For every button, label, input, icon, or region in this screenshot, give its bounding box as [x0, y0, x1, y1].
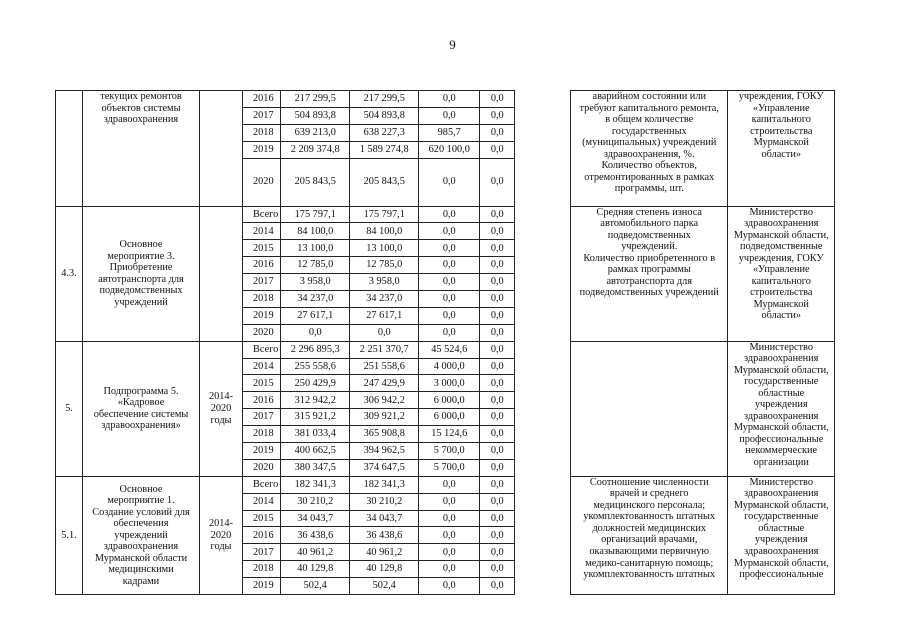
federal-budget-cell: 5 700,0: [419, 443, 480, 460]
total-amount-cell: 34 043,7: [281, 510, 350, 527]
empty-cell: [515, 274, 571, 291]
year-cell: 2018: [243, 561, 281, 578]
empty-cell: [515, 493, 571, 510]
item-name: Основное мероприятие 1. Создание условий для обеспечения учреждений здравоохранения Мурманской области медицинскими кадрами: [83, 476, 200, 594]
federal-budget-cell: 0,0: [419, 510, 480, 527]
empty-cell: [515, 578, 571, 595]
total-amount-cell: 175 797,1: [281, 206, 350, 223]
total-amount-cell: 27 617,1: [281, 307, 350, 324]
item-name: Основное мероприятие 3. Приобретение автотранспорта для подведомственных учреждений: [83, 206, 200, 341]
year-cell: 2017: [243, 107, 281, 124]
empty-cell: [515, 443, 571, 460]
year-cell: 2015: [243, 240, 281, 257]
year-cell: 2016: [243, 527, 281, 544]
year-cell: 2014: [243, 358, 281, 375]
total-amount-cell: 40 961,2: [281, 544, 350, 561]
year-cell: 2016: [243, 392, 281, 409]
empty-cell: [515, 307, 571, 324]
other-sources-cell: 0,0: [480, 341, 515, 358]
federal-budget-cell: 6 000,0: [419, 392, 480, 409]
year-cell: 2018: [243, 426, 281, 443]
regional-budget-cell: 251 558,6: [350, 358, 419, 375]
year-cell: 2015: [243, 510, 281, 527]
federal-budget-cell: 0,0: [419, 493, 480, 510]
federal-budget-cell: 6 000,0: [419, 409, 480, 426]
total-amount-cell: 502,4: [281, 578, 350, 595]
other-sources-cell: 0,0: [480, 409, 515, 426]
total-amount-cell: 205 843,5: [281, 158, 350, 206]
other-sources-cell: 0,0: [480, 493, 515, 510]
year-cell: 2018: [243, 124, 281, 141]
item-period: [200, 206, 243, 341]
total-amount-cell: 255 558,6: [281, 358, 350, 375]
year-cell: 2014: [243, 493, 281, 510]
indicator-text: аварийном состоянии или требуют капитального ремонта, в общем количестве государственных (муниципальных) учреждений здравоохранения, %. Количество объектов, отремонтированных в рамках программы, шт.: [571, 91, 728, 207]
federal-budget-cell: 0,0: [419, 223, 480, 240]
other-sources-cell: 0,0: [480, 527, 515, 544]
total-amount-cell: 36 438,6: [281, 527, 350, 544]
regional-budget-cell: 30 210,2: [350, 493, 419, 510]
empty-cell: [515, 223, 571, 240]
empty-cell: [515, 291, 571, 308]
year-cell: Всего: [243, 206, 281, 223]
empty-cell: [515, 124, 571, 141]
item-number: 4.3.: [56, 206, 83, 341]
year-cell: 2017: [243, 409, 281, 426]
other-sources-cell: 0,0: [480, 459, 515, 476]
regional-budget-cell: 638 227,3: [350, 124, 419, 141]
other-sources-cell: 0,0: [480, 291, 515, 308]
table-body: [56, 91, 835, 595]
other-sources-cell: 0,0: [480, 561, 515, 578]
table-row: [56, 206, 835, 223]
executor-text: Министерство здравоохранения Мурманской области, государственные областные учреждения здравоохранения Мурманской области, профессиональные: [728, 476, 835, 594]
federal-budget-cell: 0,0: [419, 274, 480, 291]
program-table: [55, 90, 835, 595]
table-row: [56, 91, 835, 108]
total-amount-cell: 380 347,5: [281, 459, 350, 476]
total-amount-cell: 12 785,0: [281, 257, 350, 274]
year-cell: 2018: [243, 291, 281, 308]
executor-text: учреждения, ГОКУ «Управление капитального строительства Мурманской области»: [728, 91, 835, 207]
indicator-text: Соотношение численности врачей и среднего медицинского персонала; укомплектованность штатных должностей медицинских организаций врачами, оказывающими первичную медико-санитарную помощь; укомплектованность штатных: [571, 476, 728, 594]
year-cell: 2014: [243, 223, 281, 240]
year-cell: 2019: [243, 578, 281, 595]
federal-budget-cell: 4 000,0: [419, 358, 480, 375]
empty-cell: [515, 392, 571, 409]
other-sources-cell: 0,0: [480, 124, 515, 141]
regional-budget-cell: 13 100,0: [350, 240, 419, 257]
item-name: текущих ремонтов объектов системы здравоохранения: [83, 91, 200, 207]
total-amount-cell: 312 942,2: [281, 392, 350, 409]
regional-budget-cell: 3 958,0: [350, 274, 419, 291]
other-sources-cell: 0,0: [480, 544, 515, 561]
other-sources-cell: 0,0: [480, 91, 515, 108]
page-number: 9: [449, 37, 456, 52]
federal-budget-cell: 0,0: [419, 527, 480, 544]
indicator-text: Средняя степень износа автомобильного парка подведомственных учреждений. Количество приобретенного в рамках программы автотранспорта для подведомственных учреждений: [571, 206, 728, 341]
year-cell: 2020: [243, 324, 281, 341]
total-amount-cell: 504 893,8: [281, 107, 350, 124]
regional-budget-cell: 502,4: [350, 578, 419, 595]
other-sources-cell: 0,0: [480, 510, 515, 527]
regional-budget-cell: 365 908,8: [350, 426, 419, 443]
regional-budget-cell: 374 647,5: [350, 459, 419, 476]
other-sources-cell: 0,0: [480, 240, 515, 257]
federal-budget-cell: 5 700,0: [419, 459, 480, 476]
year-cell: Всего: [243, 476, 281, 493]
empty-cell: [515, 459, 571, 476]
regional-budget-cell: 34 043,7: [350, 510, 419, 527]
regional-budget-cell: 34 237,0: [350, 291, 419, 308]
empty-cell: [515, 257, 571, 274]
other-sources-cell: 0,0: [480, 107, 515, 124]
regional-budget-cell: 40 961,2: [350, 544, 419, 561]
other-sources-cell: 0,0: [480, 375, 515, 392]
year-cell: 2016: [243, 257, 281, 274]
regional-budget-cell: 2 251 370,7: [350, 341, 419, 358]
regional-budget-cell: 247 429,9: [350, 375, 419, 392]
federal-budget-cell: 45 524,6: [419, 341, 480, 358]
regional-budget-cell: 394 962,5: [350, 443, 419, 460]
year-cell: Всего: [243, 341, 281, 358]
empty-cell: [515, 510, 571, 527]
item-number: [56, 91, 83, 207]
regional-budget-cell: 36 438,6: [350, 527, 419, 544]
total-amount-cell: 13 100,0: [281, 240, 350, 257]
empty-cell: [515, 341, 571, 358]
other-sources-cell: 0,0: [480, 392, 515, 409]
federal-budget-cell: 985,7: [419, 124, 480, 141]
year-cell: 2019: [243, 307, 281, 324]
year-cell: 2020: [243, 459, 281, 476]
federal-budget-cell: 620 100,0: [419, 141, 480, 158]
empty-cell: [515, 476, 571, 493]
empty-cell: [515, 141, 571, 158]
total-amount-cell: 250 429,9: [281, 375, 350, 392]
federal-budget-cell: 0,0: [419, 307, 480, 324]
federal-budget-cell: 3 000,0: [419, 375, 480, 392]
empty-cell: [515, 324, 571, 341]
federal-budget-cell: 0,0: [419, 291, 480, 308]
empty-cell: [515, 426, 571, 443]
regional-budget-cell: 175 797,1: [350, 206, 419, 223]
other-sources-cell: 0,0: [480, 223, 515, 240]
federal-budget-cell: 0,0: [419, 544, 480, 561]
regional-budget-cell: 306 942,2: [350, 392, 419, 409]
other-sources-cell: 0,0: [480, 307, 515, 324]
total-amount-cell: 3 958,0: [281, 274, 350, 291]
year-cell: 2017: [243, 544, 281, 561]
item-period: 2014- 2020 годы: [200, 341, 243, 476]
item-period: 2014- 2020 годы: [200, 476, 243, 594]
federal-budget-cell: 0,0: [419, 158, 480, 206]
regional-budget-cell: 309 921,2: [350, 409, 419, 426]
year-cell: 2017: [243, 274, 281, 291]
total-amount-cell: 40 129,8: [281, 561, 350, 578]
empty-cell: [515, 240, 571, 257]
other-sources-cell: 0,0: [480, 158, 515, 206]
empty-cell: [515, 158, 571, 206]
table-row: [56, 341, 835, 358]
other-sources-cell: 0,0: [480, 141, 515, 158]
year-cell: 2015: [243, 375, 281, 392]
item-number: 5.1.: [56, 476, 83, 594]
total-amount-cell: 2 296 895,3: [281, 341, 350, 358]
federal-budget-cell: 15 124,6: [419, 426, 480, 443]
total-amount-cell: 0,0: [281, 324, 350, 341]
year-cell: 2019: [243, 141, 281, 158]
other-sources-cell: 0,0: [480, 358, 515, 375]
year-cell: 2016: [243, 91, 281, 108]
regional-budget-cell: 40 129,8: [350, 561, 419, 578]
empty-cell: [515, 409, 571, 426]
federal-budget-cell: 0,0: [419, 476, 480, 493]
executor-text: Министерство здравоохранения Мурманской области, государственные областные учреждения здравоохранения Мурманской области, профессиональные некоммерческие организации: [728, 341, 835, 476]
empty-cell: [515, 206, 571, 223]
empty-cell: [515, 527, 571, 544]
federal-budget-cell: 0,0: [419, 206, 480, 223]
other-sources-cell: 0,0: [480, 578, 515, 595]
empty-cell: [515, 561, 571, 578]
year-cell: 2019: [243, 443, 281, 460]
federal-budget-cell: 0,0: [419, 240, 480, 257]
regional-budget-cell: 0,0: [350, 324, 419, 341]
total-amount-cell: 182 341,3: [281, 476, 350, 493]
federal-budget-cell: 0,0: [419, 324, 480, 341]
regional-budget-cell: 27 617,1: [350, 307, 419, 324]
year-cell: 2020: [243, 158, 281, 206]
item-number: 5.: [56, 341, 83, 476]
federal-budget-cell: 0,0: [419, 107, 480, 124]
regional-budget-cell: 1 589 274,8: [350, 141, 419, 158]
other-sources-cell: 0,0: [480, 443, 515, 460]
other-sources-cell: 0,0: [480, 476, 515, 493]
total-amount-cell: 315 921,2: [281, 409, 350, 426]
federal-budget-cell: 0,0: [419, 578, 480, 595]
regional-budget-cell: 84 100,0: [350, 223, 419, 240]
item-period: [200, 91, 243, 207]
total-amount-cell: 400 662,5: [281, 443, 350, 460]
item-name: Подпрограмма 5. «Кадровое обеспечение системы здравоохранения»: [83, 341, 200, 476]
total-amount-cell: 34 237,0: [281, 291, 350, 308]
other-sources-cell: 0,0: [480, 274, 515, 291]
empty-cell: [515, 544, 571, 561]
other-sources-cell: 0,0: [480, 206, 515, 223]
total-amount-cell: 2 209 374,8: [281, 141, 350, 158]
empty-cell: [515, 91, 571, 108]
total-amount-cell: 639 213,0: [281, 124, 350, 141]
other-sources-cell: 0,0: [480, 426, 515, 443]
indicator-text: [571, 341, 728, 476]
regional-budget-cell: 217 299,5: [350, 91, 419, 108]
regional-budget-cell: 205 843,5: [350, 158, 419, 206]
regional-budget-cell: 182 341,3: [350, 476, 419, 493]
federal-budget-cell: 0,0: [419, 91, 480, 108]
total-amount-cell: 84 100,0: [281, 223, 350, 240]
regional-budget-cell: 504 893,8: [350, 107, 419, 124]
empty-cell: [515, 358, 571, 375]
empty-cell: [515, 107, 571, 124]
total-amount-cell: 381 033,4: [281, 426, 350, 443]
regional-budget-cell: 12 785,0: [350, 257, 419, 274]
federal-budget-cell: 0,0: [419, 561, 480, 578]
table-row: [56, 476, 835, 493]
federal-budget-cell: 0,0: [419, 257, 480, 274]
other-sources-cell: 0,0: [480, 257, 515, 274]
total-amount-cell: 30 210,2: [281, 493, 350, 510]
empty-cell: [515, 375, 571, 392]
executor-text: Министерство здравоохранения Мурманской области, подведомственные учреждения, ГОКУ «Управление капитального строительства Мурманской области»: [728, 206, 835, 341]
total-amount-cell: 217 299,5: [281, 91, 350, 108]
other-sources-cell: 0,0: [480, 324, 515, 341]
